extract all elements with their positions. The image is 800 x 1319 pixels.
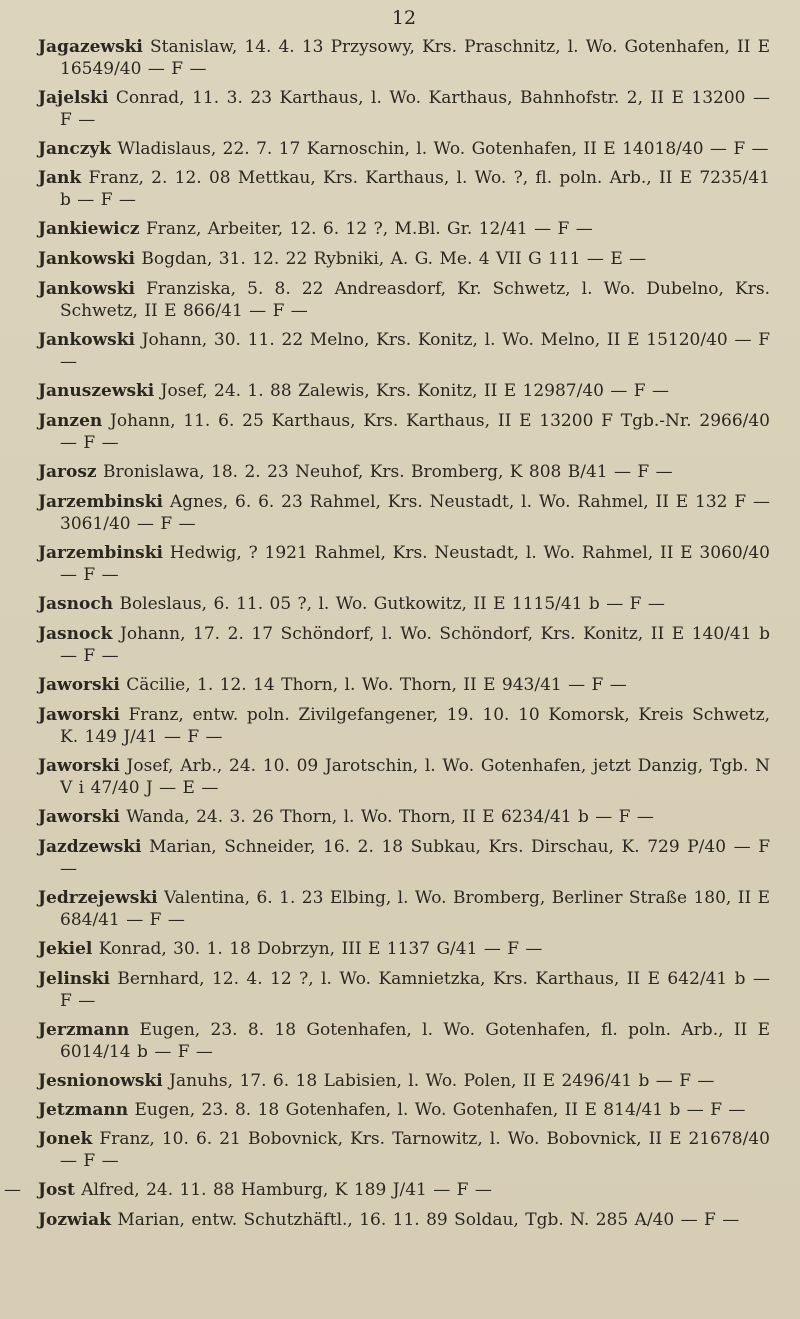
entry-details: Valentina, 6. 1. 23 Elbing, l. Wo. Bromberg, Berliner Straße 180, II E 684/41 — F — [60,888,770,930]
register-entry [38,1019,770,1063]
register-entry [38,329,770,373]
entry-surname: Jozwiak [38,1210,111,1230]
entry-details: Franz, Arbeiter, 12. 6. 12 ?, M.Bl. Gr. 12/41 — F — [139,219,593,239]
entry-details: Josef, 24. 1. 88 Zalewis, Krs. Konitz, II E 12987/40 — F — [154,381,669,401]
entry-surname: Januszewski [38,381,155,401]
entry-details: Johann, 17. 2. 17 Schöndorf, l. Wo. Schöndorf, Krs. Konitz, II E 140/41 b — F — [60,624,770,666]
entry-details: Johann, 11. 6. 25 Karthaus, Krs. Karthaus, II E 13200 F Tgb.-Nr. 2966/40 — F — [60,411,770,453]
register-entry [38,36,770,80]
entry-surname: Jetzmann [38,1100,129,1120]
entry-details: Cäcilie, 1. 12. 14 Thorn, l. Wo. Thorn, II E 943/41 — F — [119,675,627,695]
register-entry [38,380,770,402]
register-entry [38,1070,770,1092]
entry-details: Wladislaus, 22. 7. 17 Karnoschin, l. Wo. Gotenhafen, II E 14018/40 — F — [111,139,769,159]
register-entry [38,1128,770,1172]
register-entry [38,674,770,696]
entry-details: Stanislaw, 14. 4. 13 Przysowy, Krs. Praschnitz, l. Wo. Gotenhafen, II E 16549/40 — F — [60,37,770,79]
entry-surname: Jerzmann [38,1020,130,1040]
register-entry [38,623,770,667]
register-entry [4,1179,770,1201]
register-entry [38,887,770,931]
entry-surname: Jankowski [38,249,135,269]
entry-details: Franziska, 5. 8. 22 Andreasdorf, Kr. Schwetz, l. Wo. Dubelno, Krs. Schwetz, II E 866/41 — F — [60,279,770,321]
register-entry [38,491,770,535]
register-entry [38,755,770,799]
entry-surname: Jonek [38,1129,93,1149]
register-entry [38,806,770,828]
entry-surname: Jaworski [38,756,120,776]
entry-surname: Jost [38,1180,75,1200]
register-entry [38,1209,770,1231]
entry-surname: Jankowski [38,279,135,299]
entry-surname: Jaworski [38,705,120,725]
entry-details: Marian, Schneider, 16. 2. 18 Subkau, Krs. Dirschau, K. 729 P/40 — F — [60,837,770,879]
entry-details: Eugen, 23. 8. 18 Gotenhafen, l. Wo. Gotenhafen, II E 814/41 b — F — [128,1100,746,1120]
entry-details: Hedwig, ? 1921 Rahmel, Krs. Neustadt, l. Wo. Rahmel, II E 3060/40 — F — [60,543,770,585]
entry-surname: Jank [38,168,82,188]
entry-surname: Jarzembinski [38,543,163,563]
entry-details: Bronislawa, 18. 2. 23 Neuhof, Krs. Bromberg, K 808 B/41 — F — [96,462,673,482]
entry-surname: Jazdzewski [38,837,142,857]
register-entry [38,87,770,131]
entry-surname: Jaworski [38,807,120,827]
margin-dash-mark: — [4,1180,21,1200]
entry-details: Franz, 2. 12. 08 Mettkau, Krs. Karthaus, l. Wo. ?, fl. poln. Arb., II E 7235/41 b — F — [60,168,770,210]
register-entry [38,278,770,322]
entry-details: Boleslaus, 6. 11. 05 ?, l. Wo. Gutkowitz, II E 1115/41 b — F — [113,594,665,614]
register-entry [38,410,770,454]
entry-surname: Jasnoch [38,594,114,614]
register-entry [38,248,770,270]
register-entry [38,218,770,240]
register-entry [38,938,770,960]
register-entry [38,836,770,880]
entry-details: Agnes, 6. 6. 23 Rahmel, Krs. Neustadt, l. Wo. Rahmel, II E 132 F — 3061/40 — F — [60,492,770,534]
register-entry [38,461,770,483]
entry-details: Marian, entw. Schutzhäftl., 16. 11. 89 Soldau, Tgb. N. 285 A/40 — F — [110,1210,740,1230]
register-entry [38,593,770,615]
register-entry [38,138,770,160]
entry-surname: Janczyk [38,139,112,159]
entry-details: Bernhard, 12. 4. 12 ?, l. Wo. Kamnietzka, Krs. Karthaus, II E 642/41 b — F — [60,969,770,1011]
entry-surname: Jekiel [38,939,93,959]
entry-details: Eugen, 23. 8. 18 Gotenhafen, l. Wo. Gotenhafen, fl. poln. Arb., II E 6014/14 b — F — [60,1020,770,1062]
entry-details: Konrad, 30. 1. 18 Dobrzyn, III E 1137 G/41 — F — [92,939,543,959]
entry-surname: Jelinski [38,969,110,989]
entry-details: Wanda, 24. 3. 26 Thorn, l. Wo. Thorn, II E 6234/41 b — F — [119,807,654,827]
entry-surname: Jedrzejewski [38,888,158,908]
entry-details: Alfred, 24. 11. 88 Hamburg, K 189 J/41 — F — [74,1180,492,1200]
entry-surname: Jagazewski [38,37,143,57]
entry-details: Josef, Arb., 24. 10. 09 Jarotschin, l. Wo. Gotenhafen, jetzt Danzig, Tgb. N V i 47/40 J — E — [60,756,770,798]
entry-surname: Jankiewicz [38,219,140,239]
register-entry [38,167,770,211]
entry-surname: Jaworski [38,675,120,695]
entry-surname: Jarosz [38,462,97,482]
entry-details: Johann, 30. 11. 22 Melno, Krs. Konitz, l. Wo. Melno, II E 15120/40 — F — [60,330,770,372]
entry-details: Bogdan, 31. 12. 22 Rybniki, A. G. Me. 4 VII G 111 — E — [134,249,647,269]
register-entry [38,968,770,1012]
entry-details: Franz, entw. poln. Zivilgefangener, 19. 10. 10 Komorsk, Kreis Schwetz, K. 149 J/41 — F — [60,705,770,747]
register-entry [38,704,770,748]
entry-surname: Jesnionowski [38,1071,163,1091]
entry-details: Franz, 10. 6. 21 Bobovnick, Krs. Tarnowitz, l. Wo. Bobovnick, II E 21678/40 — F — [60,1129,770,1171]
entry-details: Januhs, 17. 6. 18 Labisien, l. Wo. Polen, II E 2496/41 b — F — [162,1071,715,1091]
entry-surname: Jajelski [38,88,109,108]
entry-surname: Jasnock [38,624,113,644]
register-entry [38,542,770,586]
entry-surname: Jankowski [38,330,135,350]
page-number: 12 [391,7,417,29]
entry-details: Conrad, 11. 3. 23 Karthaus, l. Wo. Karthaus, Bahnhofstr. 2, II E 13200 — F — [60,88,770,130]
entry-surname: Jarzembinski [38,492,163,512]
register-entry [38,1099,770,1121]
entry-list [4,36,770,1231]
entry-surname: Janzen [38,411,103,431]
